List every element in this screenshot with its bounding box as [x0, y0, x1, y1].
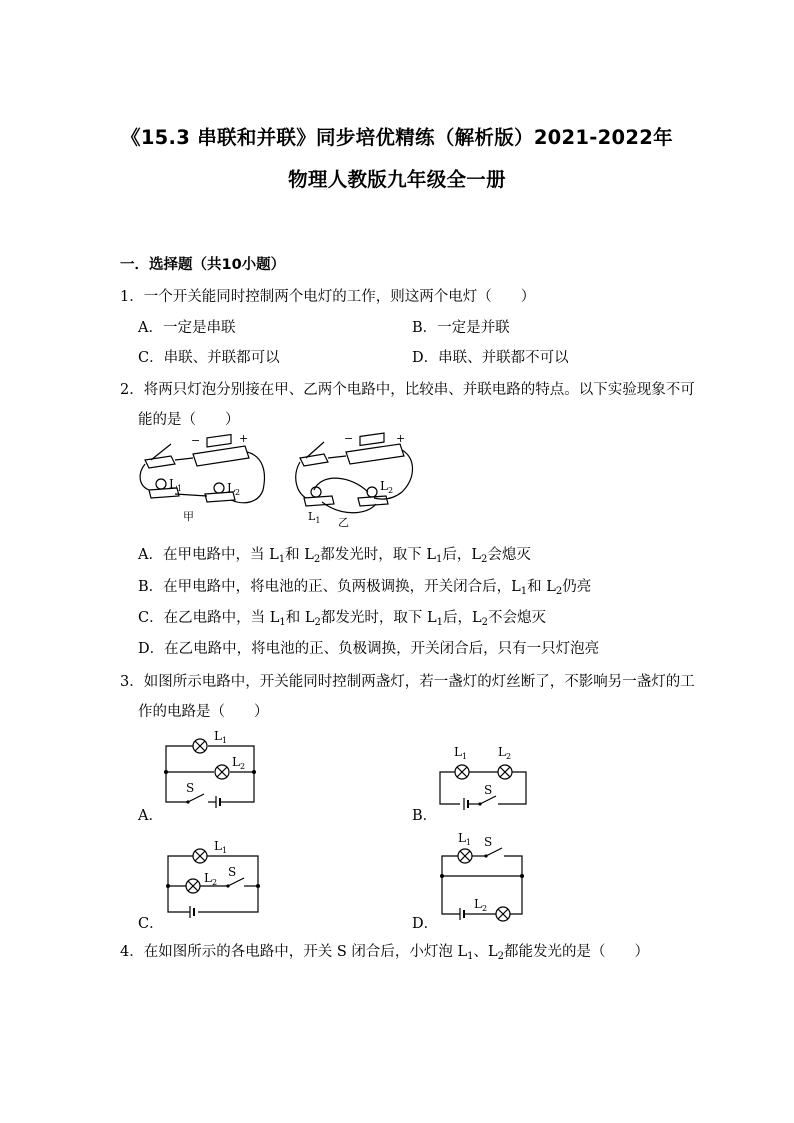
switch-s-icon [486, 848, 502, 856]
q2-stem-line1: 2．将两只灯泡分别接在甲、乙两个电路中，比较串、并联电路的特点。以下实验现象不可 [120, 382, 695, 398]
svg-text:L2: $L_2$ [474, 897, 488, 913]
lamp-base-l1 [304, 496, 334, 506]
q2-option-c: C．在乙电路中，当 $L_1$和 $L_2$都发光时，取下 $L_1$后，$L_2$不会熄灭 [138, 610, 546, 628]
switch-base [145, 456, 175, 468]
label-l2: $L_2$ [227, 481, 241, 497]
switch-s-icon [228, 878, 244, 886]
battery-cell [207, 435, 231, 447]
svg-text:S: S [228, 865, 237, 879]
q3-circuit-d [438, 832, 530, 922]
q3-circuit-b [438, 742, 530, 810]
svg-text:L1: $L_1$ [214, 729, 228, 745]
document-title-line2: 物理人教版九年级全一册 [288, 168, 506, 191]
q1-option-d: D．串联、并联都不可以 [412, 350, 569, 366]
label-l1: $L_1$ [169, 477, 183, 493]
q2-option-d: D．在乙电路中，将电池的正、负极调换，开关闭合后，只有一只灯泡亮 [138, 641, 600, 657]
switch-s-icon [188, 794, 204, 802]
q3-option-c-label: C． [138, 916, 164, 932]
battery-plus-sign: + [396, 432, 406, 445]
svg-text:L2: $L_2$ [232, 755, 246, 771]
q4-stem: 4．在如图所示的各电路中，开关 S 闭合后，小灯泡 $L_1$、$L_2$都能发光的是（ ） [120, 944, 650, 962]
wire [296, 462, 306, 498]
switch-base [300, 454, 328, 466]
wire [175, 458, 193, 460]
q3-stem-line2: 作的电路是（ ） [138, 704, 269, 720]
q3-circuit-c [160, 838, 260, 918]
bulb-icon [214, 483, 224, 493]
svg-text:L1: $L_1$ [454, 745, 468, 761]
q3-stem-line1: 3．如图所示电路中，开关能同时控制两盏灯，若一盏灯的灯丝断了，不影响另一盏灯的工 [120, 674, 695, 690]
svg-text:L1: $L_1$ [214, 839, 228, 855]
bulb-icon [311, 487, 321, 497]
q2-figure-jia [135, 432, 275, 524]
document-title-line1: 《15.3 串联和并联》同步培优精练（解析版）2021-2022年 [121, 126, 673, 149]
svg-text:L2: $L_2$ [498, 745, 512, 761]
battery-cell [360, 433, 384, 445]
q2-option-a: A．在甲电路中，当 $L_1$和 $L_2$都发光时，取下 $L_1$后，$L_2$会熄灭 [138, 547, 531, 565]
label-yi: 乙 [338, 516, 349, 529]
q2-stem-line2: 能的是（ ） [138, 412, 240, 428]
bulb-icon [367, 487, 377, 497]
bulb-icon [156, 479, 166, 489]
wire [328, 456, 346, 458]
switch-s-icon [480, 796, 496, 804]
label-l1: $L_1$ [308, 510, 321, 525]
svg-text:L2: $L_2$ [204, 871, 218, 887]
wire [140, 464, 149, 490]
battery-box [346, 444, 404, 464]
battery-plus-sign: + [239, 432, 249, 445]
label-jia: 甲 [183, 510, 194, 523]
wire [314, 478, 368, 492]
q1-option-a: A．一定是串联 [138, 320, 236, 336]
q1-option-c: C．串联、并联都可以 [138, 350, 280, 366]
q1-stem: 1．一个开关能同时控制两个电灯的工作，则这两个电灯（ ） [120, 289, 536, 305]
q1-option-b: B．一定是并联 [412, 320, 510, 336]
battery-minus-sign: − [191, 434, 201, 447]
q3-option-d-label: D． [412, 916, 439, 932]
label-l2: $L_2$ [380, 479, 394, 495]
q3-option-b-label: B． [412, 808, 438, 824]
battery-box [193, 446, 249, 466]
wire [175, 494, 207, 496]
svg-text:S: S [186, 781, 195, 795]
q2-option-b: B．在甲电路中，将电池的正、负两极调换，开关闭合后，$L_1$和 $L_2$仍亮 [138, 579, 592, 597]
svg-text:S: S [484, 835, 493, 849]
q3-option-a-label: A． [138, 808, 163, 824]
battery-minus-sign: − [344, 432, 354, 445]
svg-text:L1: $L_1$ [458, 831, 472, 847]
section-heading: 一．选择题（共10小题） [120, 257, 286, 273]
q2-figure-yi [292, 432, 422, 528]
svg-text:S: S [484, 783, 493, 797]
wire [322, 502, 376, 513]
q3-circuit-a [160, 730, 260, 806]
